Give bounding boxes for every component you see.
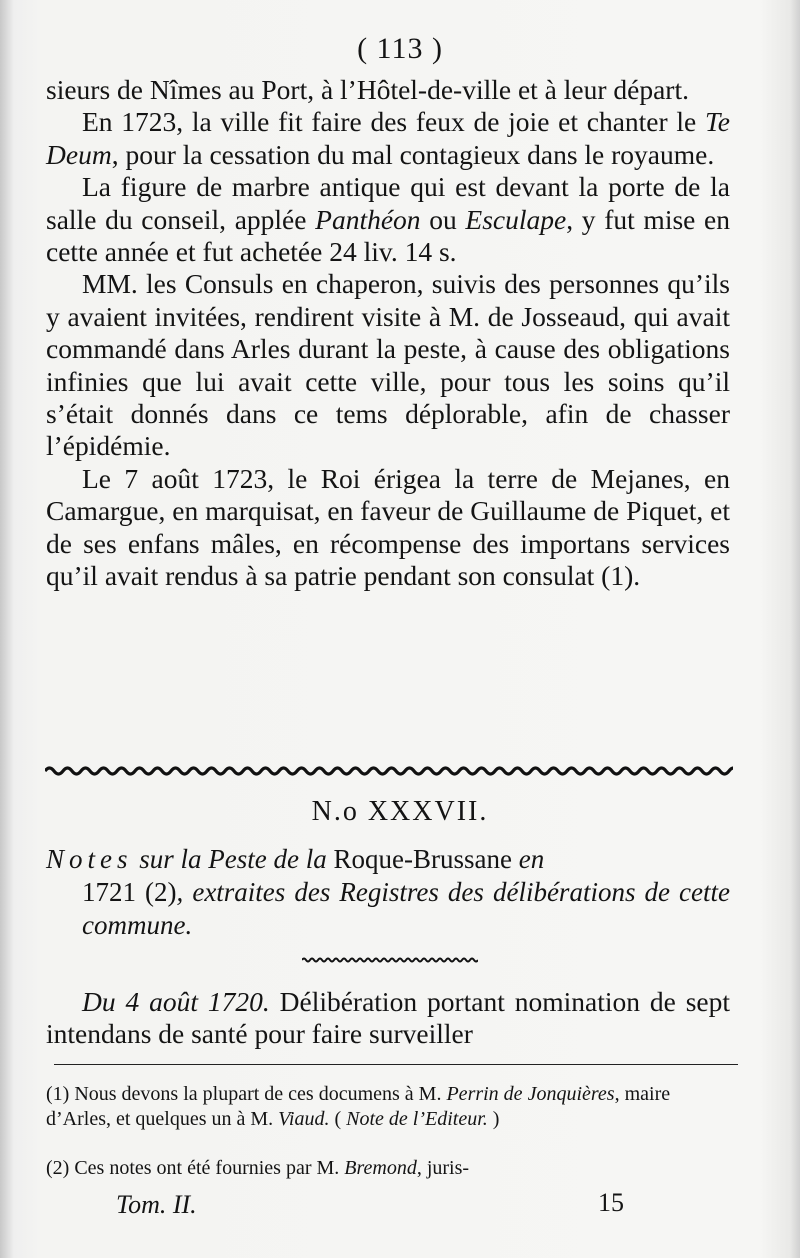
- main-text: [46, 74, 730, 593]
- small-ornament-divider: [302, 955, 478, 965]
- footnote-2: (2) Ces notes ont été fournies par M. Bremond, juris-: [46, 1157, 470, 1179]
- signature-mark: 15: [598, 1188, 624, 1217]
- volume-label: Tom. II.: [116, 1190, 197, 1219]
- footnote-rule: [54, 1064, 738, 1065]
- paragraph-marble-figure: La figure de marbre antique qui est devant la porte de la salle du conseil, applée Panthéon ou Esculape, y fut mise en cette année et fut achetée 24 liv. 14 s.: [46, 171, 730, 268]
- footnote-1: (1) Nous devons la plupart de ces documens à M. Perrin de Jonquières, maire d’Arles, et quelques un à M. Viaud. ( Note de l’Editeur. ): [46, 1083, 671, 1130]
- entry-1720: Du 4 août 1720. Délibération portant nomination de sept intendans de santé pour faire surveiller: [46, 986, 730, 1050]
- section-heading: [46, 843, 730, 942]
- paragraph-continuation: sieurs de Nîmes au Port, à l’Hôtel-de-ville et à leur départ.: [46, 74, 689, 105]
- paragraph-te-deum: En 1723, la ville fit faire des feux de joie et chanter le Te Deum, pour la cessation du mal contagieux dans le royaume.: [46, 106, 730, 170]
- wavy-divider: [45, 760, 733, 782]
- page-number-header: ( 113 ): [357, 32, 443, 65]
- section-number: N.o XXXVII.: [311, 796, 489, 827]
- section-heading-line-2: 1721 (2), extraites des Registres des délibérations de cette commune.: [82, 877, 730, 940]
- paragraph-marquisat: Le 7 août 1723, le Roi érigea la terre de Mejanes, en Camargue, en marquisat, en faveur de Guillaume de Piquet, et de ses enfans mâles, en récompense des importans services qu’il avait rendus à sa patrie pendant son consulat (1).: [46, 462, 730, 592]
- paragraph-consuls: MM. les Consuls en chaperon, suivis des personnes qu’ils y avaient invitées, rendirent visite à M. de Josseaud, qui avait commandé dans Arles durant la peste, à cause des obligations infinies que lui avait cette ville, pour tous les soins qu’il s’était donnés dans ce tems déplorable, afin de chasser l’épidémie.: [46, 268, 730, 462]
- section-heading-line-1: Notes sur la Peste de la Roque-Brussane en: [46, 844, 545, 874]
